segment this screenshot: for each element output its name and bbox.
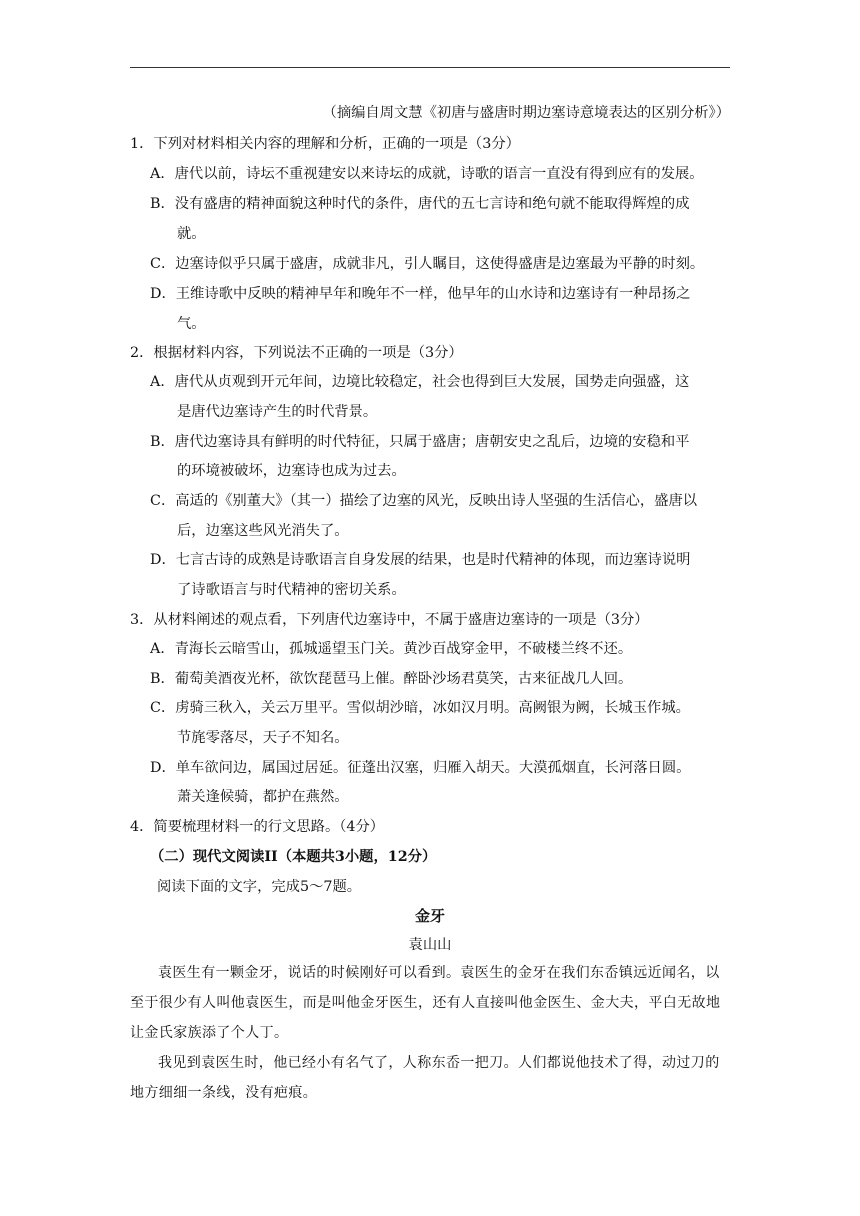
question-1-option-a: A．唐代以前，诗坛不重视建安以来诗坛的成就，诗歌的语言一直没有得到应有的发展。 (150, 166, 704, 182)
question-1-option-d: D．王维诗歌中反映的精神早年和晚年不一样，他早年的山水诗和边塞诗有一种昂扬之 (150, 286, 691, 302)
question-2-option-d: D．七言古诗的成熟是诗歌语言自身发展的结果，也是时代精神的体现，而边塞诗说明 (150, 552, 691, 568)
question-2-stem: 2．根据材料内容，下列说法不正确的一项是（3分） (130, 345, 463, 361)
question-3-option-c-cont: 节旄零落尽，天子不知名。 (177, 730, 349, 746)
question-1-option-b-cont: 就。 (177, 226, 206, 242)
question-4-stem: 4．简要梳理材料一的行文思路。（4分） (130, 819, 385, 835)
question-2-option-b-cont: 的环境被破坏，边塞诗也成为过去。 (177, 463, 406, 479)
question-3-option-d-cont: 萧关逢候骑，都护在燕然。 (177, 789, 349, 805)
question-2-option-b: B．唐代边塞诗具有鲜明的时代特征，只属于盛唐；唐朝安史之乱后，边境的安稳和平 (150, 434, 690, 450)
story-paragraph: 我见到袁医生时，他已经小有名气了，人称东岙一把刀。人们都说他技术了得，动过刀的地方细细一条线，没有疤痕。 (130, 1055, 720, 1101)
reading-intro: 阅读下面的文字，完成5～7题。 (157, 879, 362, 895)
question-3-option-a: A．青海长云暗雪山，孤城遥望玉门关。黄沙百战穿金甲，不破楼兰终不还。 (150, 641, 633, 657)
question-2-option-a-cont: 是唐代边塞诗产生的时代背景。 (177, 404, 378, 420)
source-note: （摘编自周文慧《初唐与盛唐时期边塞诗意境表达的区别分析》） (322, 105, 730, 121)
question-1-option-d-cont: 气。 (177, 316, 206, 332)
question-1-option-b: B．没有盛唐的精神面貌这种时代的条件，唐代的五七言诗和绝句就不能取得辉煌的成 (150, 196, 690, 212)
question-3-option-c: C．虏骑三秋入，关云万里平。雪似胡沙暗，冰如汉月明。高阙银为阙，长城玉作城。 (150, 700, 690, 716)
question-3-option-b: B．葡萄美酒夜光杯，欲饮琵琶马上催。醉卧沙场君莫笑，古来征战几人回。 (150, 671, 633, 687)
header-rule (130, 67, 730, 68)
question-1-option-c: C．边塞诗似乎只属于盛唐，成就非凡，引人瞩目，这使得盛唐是边塞最为平静的时刻。 (150, 256, 705, 272)
story-paragraph: 袁医生有一颗金牙，说话的时候刚好可以看到。袁医生的金牙在我们东岙镇远近闻名，以至于很少有人叫他袁医生，而是叫他金牙医生，还有人直接叫他金医生、金大夫，平白无故地让金氏家族添了个人丁。 (130, 965, 721, 1041)
story-title: 金牙 (414, 907, 445, 925)
question-3-option-d: D．单车欲问边，属国过居延。征蓬出汉塞，归雁入胡天。大漠孤烟直，长河落日圆。 (150, 760, 691, 776)
question-2-option-d-cont: 了诗歌语言与时代精神的密切关系。 (177, 582, 406, 598)
question-2-option-c-cont: 后，边塞这些风光消失了。 (177, 523, 349, 539)
question-2-option-a: A．唐代从贞观到开元年间，边境比较稳定，社会也得到巨大发展，国势走向强盛，这 (150, 374, 690, 390)
question-1-stem: 1．下列对材料相关内容的理解和分析，正确的一项是（3分） (130, 136, 520, 152)
question-2-option-c: C．高适的《别董大》（其一）描绘了边塞的风光，反映出诗人坚强的生活信心，盛唐以 (150, 493, 698, 509)
question-3-stem: 3．从材料阐述的观点看，下列唐代边塞诗中，不属于盛唐边塞诗的一项是（3分） (130, 612, 649, 628)
section-heading: （二）现代文阅读II（本题共3小题，12分） (150, 849, 437, 865)
story-author: 袁山山 (408, 937, 452, 953)
